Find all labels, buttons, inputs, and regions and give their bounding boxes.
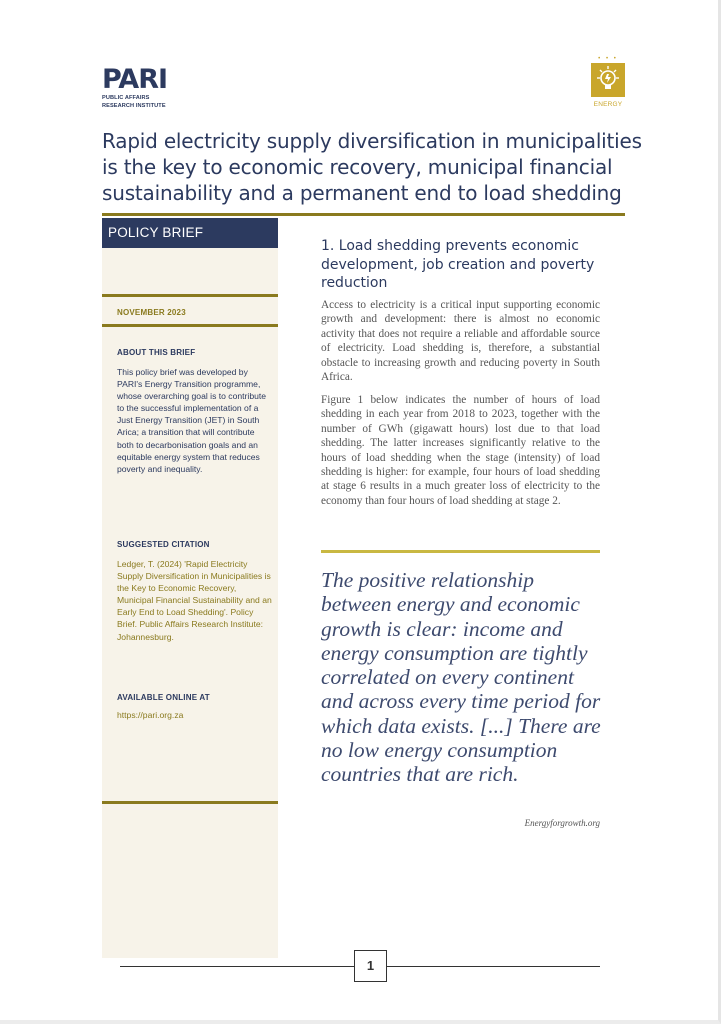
energy-bulb-icon <box>591 63 625 97</box>
page-number: 1 <box>354 950 387 982</box>
logo-subtitle-line1: PUBLIC AFFAIRS <box>102 95 150 101</box>
sidebar-divider-top <box>102 294 278 297</box>
sidebar <box>102 218 278 958</box>
page-title: Rapid electricity supply diversification in municipalities is the key to economic recovery, municipal financial sustainability and a permanent end to load shedding <box>102 129 642 205</box>
online-heading: AVAILABLE ONLINE AT <box>117 693 210 702</box>
logo-wordmark: PARI <box>102 64 168 95</box>
sidebar-divider-bottom <box>102 801 278 804</box>
about-heading: ABOUT THIS BRIEF <box>117 348 196 357</box>
section-heading: 1. Load shedding prevents economic development, job creation and poverty reduction <box>321 238 595 291</box>
sparkle-dots: • • • <box>598 56 618 62</box>
pari-logo[interactable] <box>102 66 182 109</box>
policy-brief-tag: POLICY BRIEF <box>102 218 278 248</box>
energy-category-badge <box>590 56 626 108</box>
quote-source: Energyforgrowth.org <box>524 818 600 828</box>
energy-label: ENERGY <box>593 101 623 108</box>
logo-subtitle-line2: RESEARCH INSTITUTE <box>102 102 166 109</box>
sidebar-divider-date <box>102 324 278 327</box>
citation-text: Ledger, T. (2024) 'Rapid Electricity Supply Diversification in Municipalities is the Key to Economic Recovery, Municipal Financial Sustainability and an Early End to Load Shedding'. Policy Brief. Public Affairs Research Institute: Johannesburg. <box>117 559 272 642</box>
citation-heading: SUGGESTED CITATION <box>117 540 210 549</box>
publication-date: NOVEMBER 2023 <box>117 308 186 317</box>
body-paragraph-2: Figure 1 below indicates the number of hours of load shedding in each year from 2018 to 2023, together with the number of GWh (gigawatt hours) lost due to that load shedding. The latter increases significantly relative to the hours of load shedding when the stage (intensity) of load shedding is higher: for example, four hours of load shedding at stage 6 results in a much greater loss of electricity to the economy than four hours of load shedding at stage 2. <box>321 394 600 507</box>
title-divider <box>102 213 625 216</box>
about-text: This policy brief was developed by PARI's Energy Transition programme, whose overarching goal is to contribute to the successful implementation of a Just Energy Transition (JET) in South Arica; a transition that will contribute both to decarbonisation goals and an equitable energy system that reduces poverty and inequality. <box>117 367 267 474</box>
body-paragraph-1: Access to electricity is a critical input supporting economic growth and development: there is almost no economic activity that does not require a reliable and affordable source of electricity. Load shedding is, therefore, a substantial obstacle to increasing growth and reducing poverty in South Africa. <box>321 299 600 384</box>
online-link[interactable]: https://pari.org.za <box>117 710 184 720</box>
quote-divider <box>321 550 600 553</box>
pull-quote: The positive relationship between energy and economic growth is clear: income and energy consumption are tightly correlated on every continent and across every time period for which data exists. [...] There are no low energy consumption countries that are rich. <box>321 568 601 787</box>
